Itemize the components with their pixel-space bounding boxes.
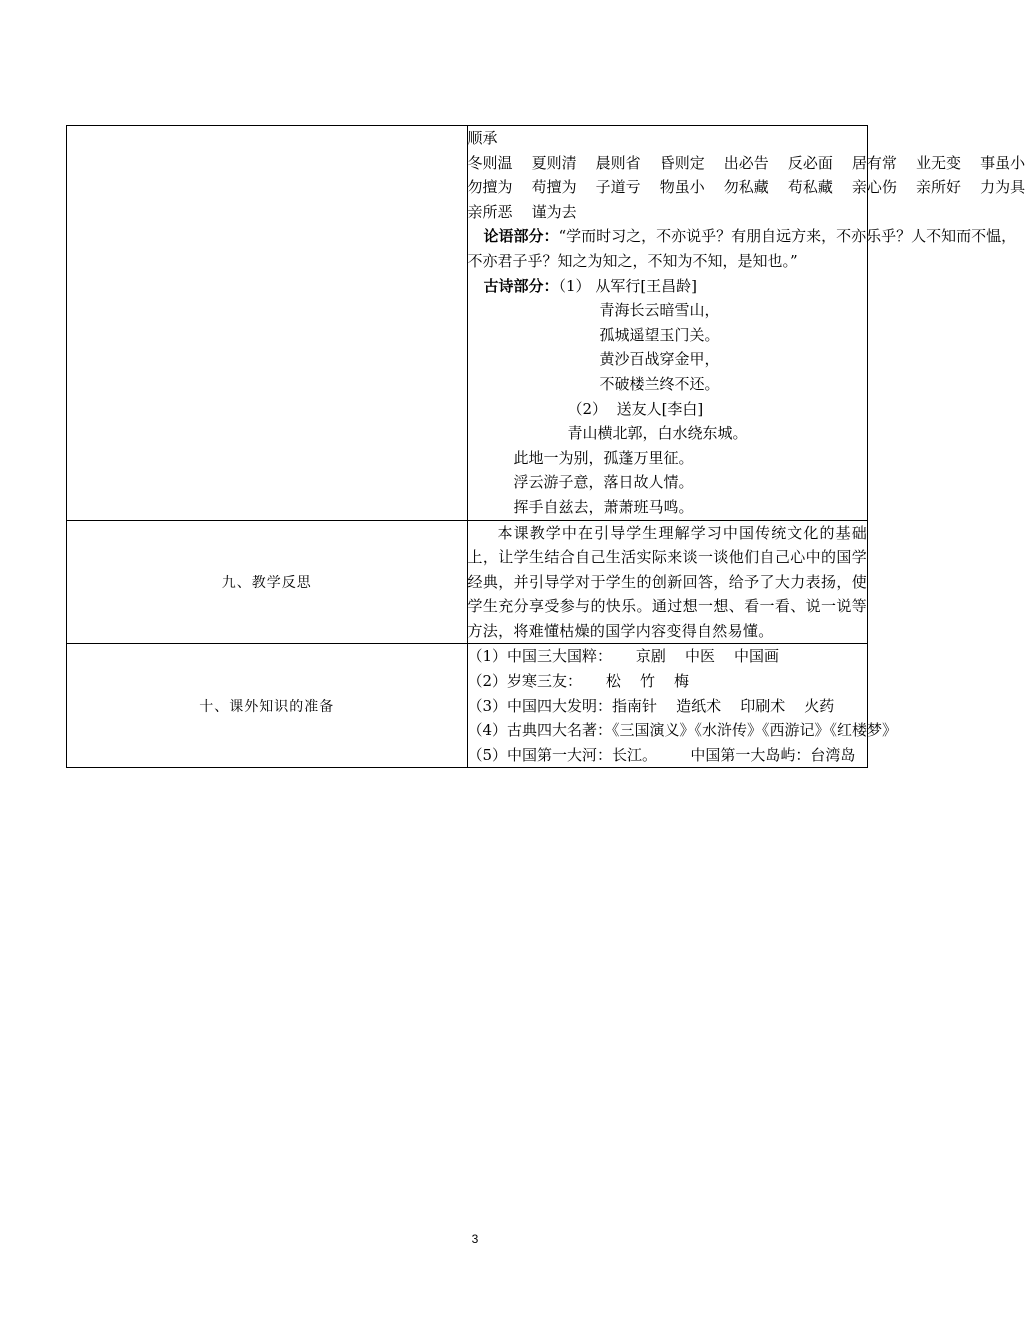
lunyu-line: [468, 224, 1017, 249]
lunyu-text: “学而时习之，不亦说乎？有朋自远方来，不亦乐乎？人不知而不愠，: [558, 227, 1017, 246]
lunyu-label: 论语部分：: [483, 227, 559, 246]
poem-line: 不破楼兰终不还。: [599, 374, 720, 393]
table-row: [67, 644, 868, 768]
poem-line: 青海长云暗雪山，: [599, 301, 720, 320]
list-item: （5）中国第一大河：长江。 中国第一大岛屿：台湾岛: [467, 745, 856, 764]
poem-line: 挥手自兹去，萧萧班马鸣。: [513, 497, 694, 516]
poem1-title: （1） 从军行[王昌龄]: [558, 276, 698, 295]
table-row: [67, 126, 868, 521]
page-number: 3: [471, 1232, 479, 1246]
teaching-reflection-text: 本课教学中在引导学生理解学习中国传统文化的基础上，让学生结合自己生活实际来谈一谈他们自己心中的国学经典，并引导学对于学生的创新回答，给予了大力表扬，使学生充分享受参与的快乐。通过想一想、看一看、说一说等方法，将难懂枯燥的国学内容变得自然易懂。: [467, 523, 867, 640]
poem-line: 青山横北郭，白水绕东城。: [567, 424, 748, 443]
gushi-line: [468, 274, 868, 299]
poem-line: 孤城遥望玉门关。: [599, 325, 720, 344]
poem-line: 黄沙百战穿金甲，: [599, 350, 720, 369]
poem-line: 浮云游子意，落日故人情。: [513, 473, 694, 492]
poem-line: 此地一为别，孤蓬万里征。: [513, 448, 694, 467]
text-line: 顺承: [467, 129, 498, 147]
lunyu-line-2: 不亦君子乎？知之为知之，不知为不知，是知也。”: [467, 251, 798, 270]
row-label-empty: [67, 126, 468, 521]
list-item: （3）中国四大发明：指南针 造纸术 印刷术 火药: [467, 696, 835, 715]
list-item: （4）古典四大名著：《三国演义》《水浒传》《西游记》《红楼梦》: [467, 721, 898, 740]
text-line: 亲所恶 谨为去: [467, 202, 577, 221]
extra-knowledge-label: 十、课外知识的准备: [67, 644, 468, 768]
list-item: （2）岁寒三友： 松 竹 梅: [467, 672, 690, 691]
list-item: （1）中国三大国粹： 京剧 中医 中国画: [467, 647, 780, 666]
lesson-plan-table: [66, 125, 1025, 768]
poem2-title: （2） 送友人[李白]: [567, 399, 704, 418]
table-row: [67, 520, 868, 644]
extra-knowledge-cell: [467, 644, 898, 768]
gushi-label: 古诗部分：: [483, 276, 559, 295]
text-line: 勿擅为 苟擅为 子道亏 物虽小 勿私藏 苟私藏 亲心伤 亲所好 力为具: [467, 178, 1025, 197]
teaching-reflection-label: 九、教学反思: [67, 520, 468, 644]
text-line: 冬则温 夏则清 晨则省 昏则定 出必告 反必面 居有常 业无变 事虽小: [467, 153, 1025, 172]
teaching-reflection-cell: [467, 520, 868, 644]
guoxue-content-cell: [467, 126, 1025, 521]
